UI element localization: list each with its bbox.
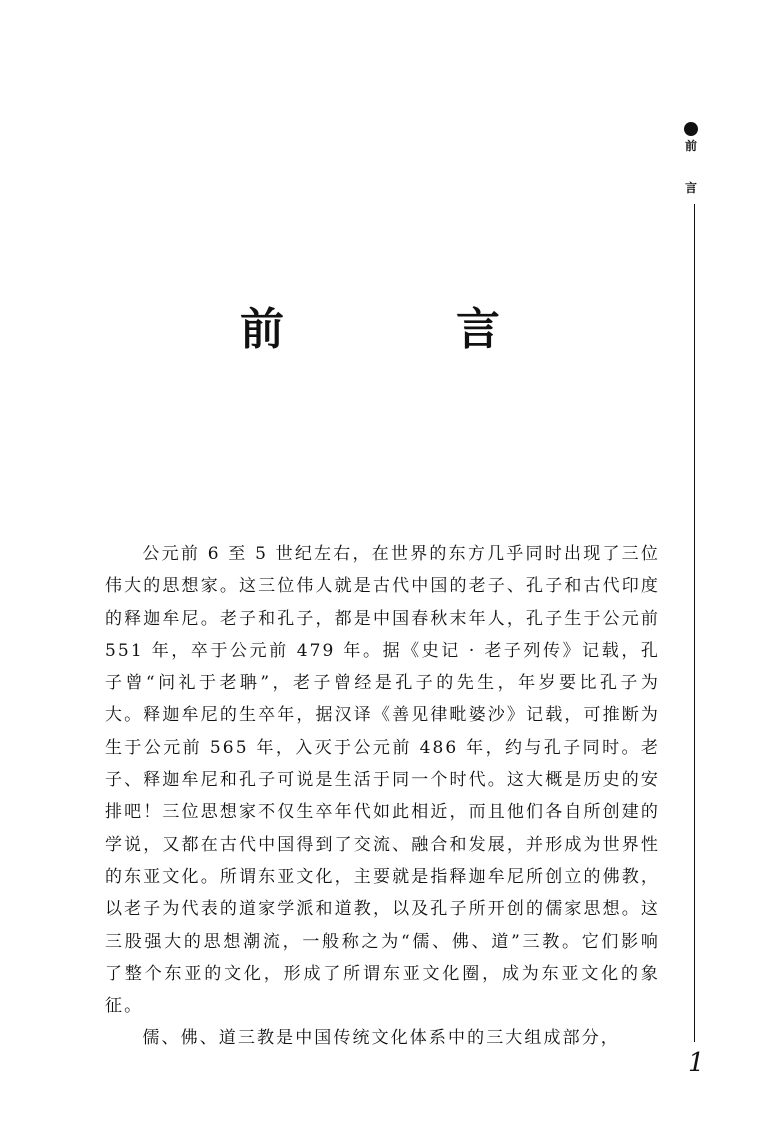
running-head-rule bbox=[694, 204, 695, 1042]
running-head-char-2: 言 bbox=[684, 181, 697, 195]
running-head-char-1: 前 bbox=[684, 139, 697, 153]
page-title-char-2: 言 bbox=[456, 304, 500, 355]
page-title bbox=[240, 300, 500, 360]
body-text bbox=[105, 538, 660, 1055]
paragraph-2: 儒、佛、道三教是中国传统文化体系中的三大组成部分， bbox=[142, 1028, 620, 1049]
bullet-dot-icon bbox=[684, 122, 698, 136]
page-number: 1 bbox=[688, 1048, 705, 1078]
running-head bbox=[683, 122, 703, 1042]
page-title-char-1: 前 bbox=[240, 304, 284, 355]
paragraph-1: 公元前 6 至 5 世纪左右，在世界的东方几乎同时出现了三位伟大的思想家。这三位伟人就是古代中国的老子、孔子和古代印度的释迦牟尼。老子和孔子，都是中国春秋末年人，孔子生于公元前 551 年，卒于公元前 479 年。据《史记 · 老子列传》记载，孔子曾“问礼于老聃”，老子曾经是孔子的先生，年岁要比孔子为大。释迦牟尼的生卒年，据汉译《善见律毗婆沙》记载，可推断为生于公元前 565 年，入灭于公元前 486 年，约与孔子同时。老子、释迦牟尼和孔子可说是生活于同一个时代。这大概是历史的安排吧！三位思想家不仅生卒年代如此相近，而且他们各自所创建的学说，又都在古代中国得到了交流、融合和发展，并形成为世界性的东亚文化。所谓东亚文化，主要就是指释迦牟尼所创立的佛教，以老子为代表的道家学派和道教，以及孔子所开创的儒家思想。这三股强大的思想潮流，一般称之为“儒、佛、道”三教。它们影响了整个东亚的文化，形成了所谓东亚文化圈，成为东亚文化的象征。 bbox=[105, 544, 660, 1017]
